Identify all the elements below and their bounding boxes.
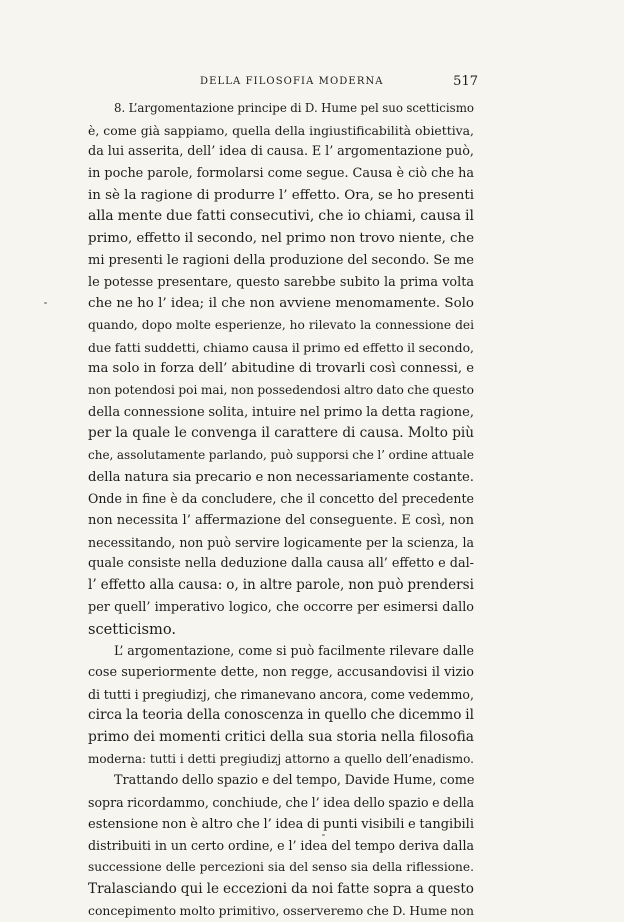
text-line: che ne ho l’ idea; il che non avviene menomamente. Solo	[88, 296, 474, 312]
text-line: l’ effetto alla causa: o, in altre parole, non può prendersi	[88, 577, 474, 594]
page-number: 517	[453, 74, 478, 89]
text-line: Trattando dello spazio e del tempo, Davide Hume, come	[114, 773, 475, 789]
text-line: concepimento molto primitivo, osserveremo che D. Hume non	[88, 903, 474, 919]
running-header	[88, 74, 480, 94]
text-line: cose superiormente dette, non regge, accusandovisi il vizio	[88, 664, 474, 680]
text-line: da lui asserita, dell’ idea di causa. E l’ argomentazione può,	[88, 144, 474, 160]
text-line: moderna: tutti i detti pregiudizj attorno a quello dell’enadismo.	[88, 751, 474, 766]
text-line: è, come già sappiamo, quella della ingiustificabilità obiettiva,	[88, 122, 474, 138]
body-text	[88, 98, 474, 922]
text-line: della connessione solita, intuire nel primo la detta ragione,	[88, 404, 474, 420]
text-line: che, assolutamente parlando, può supporsi che l’ ordine attuale	[88, 448, 474, 462]
text-line: distribuiti in un certo ordine, e l’ idea del tempo deriva dalla	[88, 838, 474, 854]
text-line: quando, dopo molte esperienze, ho rilevato la connessione dei	[88, 317, 474, 332]
text-line: di tutti i pregiudizj, che rimanevano ancora, come vedemmo,	[88, 686, 474, 702]
text-line: estensione non è altro che l’ idea di punti visibili e tangibili	[88, 816, 474, 832]
text-line: quale consiste nella deduzione dalla causa all’ effetto e dal-	[88, 556, 474, 572]
running-title: DELLA FILOSOFIA MODERNA	[200, 76, 384, 87]
text-line: ma solo in forza dell’ abitudine di trovarli così connessi, e	[88, 361, 474, 377]
text-line: primo, effetto il secondo, nel primo non trovo niente, che	[88, 231, 474, 247]
text-line: mi presenti le ragioni della produzione del secondo. Se me	[88, 252, 474, 268]
text-line: per la quale le convenga il carattere di causa. Molto più	[88, 425, 474, 442]
text-line: L’ argomentazione, come si può facilmente rilevare dalle	[114, 643, 474, 659]
text-line: le potesse presentare, questo sarebbe subito la prima volta	[88, 274, 474, 290]
text-line: 8. L’argomentazione principe di D. Hume pel suo scetticismo	[114, 101, 474, 115]
text-line: Tralasciando qui le eccezioni da noi fatte sopra a questo	[88, 880, 474, 897]
scan-speck	[44, 302, 47, 304]
text-line: scetticismo.	[88, 620, 177, 638]
text-line: non necessita l’ affermazione del conseguente. E così, non	[88, 513, 474, 529]
text-line: alla mente due fatti consecutivi, che io chiami, causa il	[88, 208, 474, 225]
text-line: in sè la ragione di produrre l’ effetto. Ora, se ho presenti	[88, 187, 474, 203]
text-line: necessitando, non può servire logicamente per la scienza, la	[88, 534, 474, 550]
text-line: circa la teoria della conoscenza in quello che dicemmo il	[88, 707, 474, 724]
text-line: della natura sia precario e non necessariamente costante.	[88, 469, 474, 485]
text-line: non potendosi poi mai, non possedendosi altro dato che questo	[88, 382, 474, 397]
scan-speck	[322, 834, 325, 836]
text-line: Onde in fine è da concludere, che il concetto del precedente	[88, 491, 474, 507]
text-line: in poche parole, formolarsi come segue. Causa è ciò che ha	[88, 166, 474, 182]
text-line: successione delle percezioni sia del senso sia della riflessione.	[88, 860, 474, 875]
text-line: per quell’ imperativo logico, che occorre per esimersi dallo	[88, 599, 474, 615]
text-line: due fatti suddetti, chiamo causa il primo ed effetto il secondo,	[88, 339, 474, 355]
text-line: primo dei momenti critici della sua storia nella filosofia	[88, 728, 474, 745]
text-line: sopra ricordammo, conchiude, che l’ idea dello spazio e della	[88, 795, 475, 810]
